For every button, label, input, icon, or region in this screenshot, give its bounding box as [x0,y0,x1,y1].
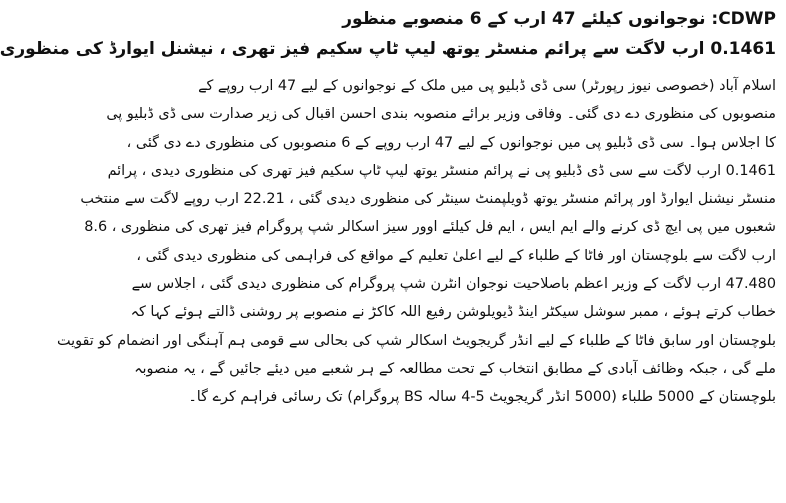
headline-primary: CDWP: نوجوانوں کیلئے 47 ارب کے 6 منصوبے منظور [342,9,776,29]
body-line: خطاب کرتے ہوئے ، ممبر سوشل سیکٹر اینڈ ڈیویلوشن رفیع اللہ کاکڑ نے منصوبے پر روشنی ڈالتے ہوئے کہا کہ [130,304,776,321]
headline-secondary: 0.1461 ارب لاگت سے پرائم منسٹر یوتھ لیپ ٹاپ سکیم فیز تھری ، نیشنل ایوارڈ کی منظوری [0,39,776,59]
body-line: شعبوں میں پی ایچ ڈی کرنے والے ایم ایس ، ایم فل کیلئے اوور سیز اسکالر شپ پروگرام فیز تھری کی منظوری ، 8.6 [84,219,776,236]
body-line: ارب لاگت سے بلوچستان اور فاٹا کے طلباء کے لیے اعلیٰ تعلیم کے مواقع کی فراہمی کی منظوری دیدی گئی ، [136,247,776,264]
spacer [282,64,776,72]
body-line: منسٹر نیشنل ایوارڈ اور پرائم منسٹر یوتھ ڈویلپمنٹ سینٹر کی منظوری دیدی گئی ، 22.21 ارب روپے لاگت سے منتخب [80,191,776,208]
body-line: بلوچستان کے 5000 طلباء (5000 انڈر گریجویٹ 5-4 سالہ BS پروگرام) تک رسائی فراہم کرے گا۔ [188,389,776,406]
body-line: ملے گی ، جبکہ وظائف آبادی کے مطابق انتخاب کے تحت مطالعہ کے ہر شعبے میں دیئے جائیں گے ، یہ منصوبہ [134,360,776,377]
body-line: منصوبوں کی منظوری دے دی گئی۔ وفاقی وزیر برائے منصوبہ بندی احسن اقبال کی زیر صدارت سی ڈی ڈبلیو پی [106,106,776,123]
body-line: بلوچستان اور سابق فاٹا کے طلباء کے لیے انڈر گریجویٹ اسکالر شپ کی بحالی سے قومی ہم آہنگی اور انضمام کو تقویت [56,332,776,349]
body-line: اسلام آباد (خصوصی نیوز رپورٹر) سی ڈی ڈبلیو پی میں ملک کے نوجوانوں کے لیے 47 ارب روپے کے [198,78,776,94]
body-line: کا اجلاس ہوا۔ سی ڈی ڈبلیو پی میں نوجوانوں کے لیے 47 ارب روپے کے 6 منصوبوں کی منظوری دے دی گئی ، [126,134,776,151]
body-line: 0.1461 ارب لاگت سے سی ڈی ڈبلیو پی نے پرائم منسٹر یوتھ لیپ ٹاپ سکیم فیز تھری کی منظوری دیدی ، پرائم [107,162,776,179]
body-line: 47.480 ارب لاگت کے وزیر اعظم باصلاحیت نوجوان انٹرن شپ پروگرام کی منظوری دیدی گئی ، اجلاس سے [131,276,776,293]
